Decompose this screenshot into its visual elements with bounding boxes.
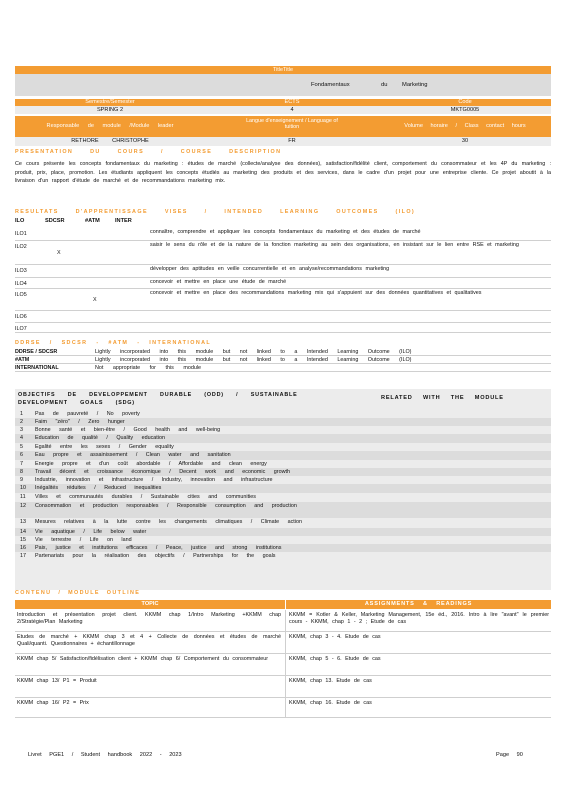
sdg-row — [15, 410, 551, 418]
outline-assign: KKMM, chap 16. Etude de cas — [289, 700, 372, 706]
dd-text: Lightly incorporated into this module but not linked to a Intended Learning Outcome (ILO) — [95, 349, 412, 355]
ects-value: 4 — [205, 106, 379, 114]
sdg-text: Partenariats pour la réalisation des objectifs / Partnerships for the goals — [35, 553, 276, 559]
dd-label: DDRSE / SDCSR — [15, 349, 58, 355]
ilo-row — [15, 323, 551, 333]
ilo-id: ILO5 — [15, 292, 27, 298]
ilo-col-ilo: ILO — [15, 218, 25, 224]
sdg-number: 6 — [20, 452, 23, 458]
sdg-text: Education de qualité / Quality education — [35, 435, 165, 441]
ilo-row — [15, 228, 551, 241]
sdg-row — [15, 536, 551, 544]
semester-header: Semestre/Semester — [15, 99, 205, 106]
dd-label: INTERNATIONAL — [15, 365, 59, 371]
outline-topic: KKMM chap 5/ Satisfaction/fidélisation client + KKMM chap 6/ Comportement du consommateur — [17, 656, 269, 662]
responsible-header: Responsable de module /Module leader — [15, 116, 205, 137]
ilo-text: concevoir et mettre en place une étude de marché — [150, 279, 287, 285]
outline-divider — [285, 632, 286, 654]
ilo-sdcsr-mark: X — [57, 250, 61, 256]
ilo-column-headers — [15, 218, 551, 226]
ilo-id: ILO1 — [15, 231, 27, 237]
sdg-row — [15, 451, 551, 460]
sdg-number: 15 — [20, 537, 26, 543]
sdg-row — [15, 552, 551, 561]
sdg-row — [15, 544, 551, 552]
outline-assign: KKMM, chap 3 - 4. Etude de cas — [289, 634, 381, 640]
ilo-col-sdcsr: SDCSR — [45, 218, 65, 224]
dd-row — [15, 364, 551, 372]
sdg-row — [15, 528, 551, 536]
sdg-row — [15, 418, 551, 426]
sdg-row — [15, 460, 551, 468]
presentation-text: Ce cours présente les concepts fondamentaux du marketing : études de marché (collecte/analyse des données), satisfaction/fidélité client, comportement du consommateur et les 4P du marketing : produit, prix, place, promotion. Les étudiants appliquent les concepts étudiés au marketing des produits et des services, dans le cadre d'un projet pour une entreprise cliente. Ce projet aboutit à la livraison d'un rapport d'étude de marché et de recommandations marketing mix. — [15, 161, 551, 185]
outline-divider — [285, 676, 286, 698]
sdg-text: Villes et communautés durables / Sustainable cities and communities — [35, 494, 256, 500]
sdg-number: 9 — [20, 477, 23, 483]
outline-row — [15, 698, 551, 718]
semester-value: SPRING 2 — [15, 106, 205, 114]
language-value: FR — [205, 137, 379, 146]
sdg-number: 4 — [20, 435, 23, 441]
outline-topic: Introduction et présentation projet client. KKMM chap 1/Intro Marketing +KKMM chap 2/Stratégie/Plan Marketing — [17, 612, 281, 626]
sdg-text: Bonne santé et bien-être / Good health and well-being — [35, 427, 221, 433]
sdg-number: 17 — [20, 553, 26, 559]
ilo-row — [15, 278, 551, 289]
ilo-heading: RESULTATS D'APPRENTISSAGE VISES / INTENDED LEARNING OUTCOMES (ILO) — [15, 209, 416, 215]
ilo-id: ILO2 — [15, 244, 27, 250]
ilo-row — [15, 241, 551, 265]
sdg-row — [15, 426, 551, 434]
sdg-number: 3 — [20, 427, 23, 433]
ilo-text: développer des aptitudes en veille concurrentielle et en analyse/recommandations marketing — [150, 266, 390, 272]
sdg-row — [15, 493, 551, 502]
sdg-text: Inégalités réduites / Reduced inequalities — [35, 485, 162, 491]
outline-topic-header: TOPIC — [15, 600, 285, 609]
sdg-text: Vie aquatique / Life below water — [35, 529, 147, 535]
course-title-right: Marketing — [402, 82, 428, 88]
sdg-text: Consommation et production responsables / Responsible consumption and production — [35, 503, 297, 509]
ilo-id: ILO4 — [15, 281, 27, 287]
outline-row — [15, 654, 551, 676]
ilo-col-inter: INTER — [115, 218, 132, 224]
sdg-heading-right: RELATED WITH THE MODULE — [381, 395, 504, 401]
outline-row — [15, 676, 551, 698]
course-title-row — [15, 74, 551, 96]
outline-row — [15, 610, 551, 632]
dd-row — [15, 348, 551, 356]
sdg-heading-left: OBJECTIFS DE DEVELOPPEMENT DURABLE (ODD) / SUSTAINABLE DEVELOPMENT GOALS (SDG) — [18, 392, 298, 406]
outline-assign: KKMM, chap 13. Etude de cas — [289, 678, 372, 684]
sdg-number: 8 — [20, 469, 23, 475]
sdg-text: Mesures relatives à la lutte contre les changements climatiques / Climate action — [35, 519, 302, 525]
ilo-inter-mark: X — [93, 297, 97, 303]
outline-topic: KKMM chap 13/ P1 = Produit — [17, 678, 97, 684]
outline-assign: KKMM, chap 5 - 6. Etude de cas — [289, 656, 381, 662]
ilo-row — [15, 289, 551, 311]
ilo-id: ILO7 — [15, 326, 27, 332]
dd-text: Not appropriate for this module — [95, 365, 202, 371]
sdg-number: 2 — [20, 419, 23, 425]
code-header: Code — [379, 99, 551, 106]
code-value: MKTG0005 — [379, 106, 551, 114]
hours-value: 30 — [379, 137, 551, 146]
sdg-text: Energie propre et d'un coût abordable / Affordable and clean energy — [35, 461, 267, 467]
outline-assign: KKMM = Kotler & Keller, Marketing Management, 15e éd., 2016. Intro à lire "avant" le premier cours - KKMM, chap 1 - 2 ; Etude de cas — [289, 612, 549, 626]
dd-label: #ATM — [15, 357, 30, 363]
sdg-number: 5 — [20, 444, 23, 450]
ilo-text: connaître, comprendre et appliquer les concepts fondamentaux du marketing et des études de marché — [150, 229, 421, 235]
contenu-heading: CONTENU / MODULE OUTLINE — [15, 590, 141, 596]
ilo-text: concevoir et mettre en place des recommandations marketing mix qui s'appuient sur des données quantitatives et qualitatives — [150, 290, 482, 296]
sdg-text: Industrie, innovation et infrastructure / Industry, innovation and infrastructure — [35, 477, 273, 483]
sdg-number: 7 — [20, 461, 23, 467]
sdg-number: 13 — [20, 519, 26, 525]
hours-header: Volume horaire / Class contact hours — [379, 116, 551, 137]
ilo-id: ILO3 — [15, 268, 27, 274]
outline-divider — [285, 698, 286, 718]
ilo-text: saisir le sens du rôle et de la nature de la fonction marketing au sein des organisations, en insistant sur le lien entre RSE et marketing — [150, 242, 519, 248]
sdg-text: Travail décent et croissance économique / Decent work and economic growth — [35, 469, 290, 475]
sdg-list — [15, 410, 551, 590]
dd-text: Lightly incorporated into this module but not linked to a Intended Learning Outcome (ILO) — [95, 357, 412, 363]
sdg-number: 1 — [20, 411, 23, 417]
sdg-row — [15, 468, 551, 476]
outline-table — [15, 610, 551, 718]
sdg-row — [15, 476, 551, 484]
outline-row — [15, 632, 551, 654]
ects-header: ECTS — [205, 99, 379, 106]
ilo-row — [15, 265, 551, 278]
sdg-row — [15, 434, 551, 443]
sdg-text: Faim "zéro" / Zero hunger — [35, 419, 125, 425]
sdg-row — [15, 518, 551, 528]
dd-heading: DDRSE / SDCSR - #ATM - INTERNATIONAL — [15, 340, 212, 346]
sdg-text: Egalité entre les sexes / Gender equality — [35, 444, 174, 450]
sdg-number: 12 — [20, 503, 26, 509]
footer-right: Page 90 — [496, 752, 523, 758]
sdg-number: 14 — [20, 529, 26, 535]
sdg-row — [15, 443, 551, 451]
outline-topic: KKMM chap 16/ P2 = Prix — [17, 700, 89, 706]
course-title-left: Fondamentaux — [311, 82, 350, 88]
sdg-row — [15, 484, 551, 493]
ilo-table — [15, 228, 551, 341]
presentation-heading: PRESENTATION DU COURS / COURSE DESCRIPTION — [15, 149, 282, 155]
sdg-row — [15, 502, 551, 518]
sdg-text: Eau propre et assainissement / Clean water and sanitation — [35, 452, 231, 458]
sdg-number: 16 — [20, 545, 26, 551]
sdg-number: 11 — [20, 494, 26, 500]
ilo-row — [15, 311, 551, 323]
sdg-text: Pas de pauvreté / No poverty — [35, 411, 140, 417]
dd-row — [15, 356, 551, 364]
outline-divider — [285, 654, 286, 676]
responsible-value: RETHORE CHRISTOPHE — [15, 137, 205, 146]
dd-table — [15, 348, 551, 381]
course-title-mid: du — [381, 82, 388, 88]
ilo-col-atm: #ATM — [85, 218, 100, 224]
sdg-text: Vie terrestre / Life on land — [35, 537, 132, 543]
footer-left: Livret PGE1 / Student handbook 2022 - 2023 — [28, 752, 182, 758]
outline-divider — [285, 610, 286, 632]
ilo-id: ILO6 — [15, 314, 27, 320]
title-bar: TitleTitle — [15, 66, 551, 74]
sdg-number: 10 — [20, 485, 26, 491]
sdg-text: Paix, justice et institutions efficaces / Peace, justice and strong institutions — [35, 545, 282, 551]
outline-topic: Etudes de marché + KKMM chap 3 et 4 + Collecte de données et études de marché Quali/quanti. Questionnaires + échantillonnage — [17, 634, 281, 648]
outline-assign-header: ASSIGNMENTS & READINGS — [286, 600, 551, 609]
language-header: Langue d'enseignement / Language of tuition — [205, 116, 379, 137]
